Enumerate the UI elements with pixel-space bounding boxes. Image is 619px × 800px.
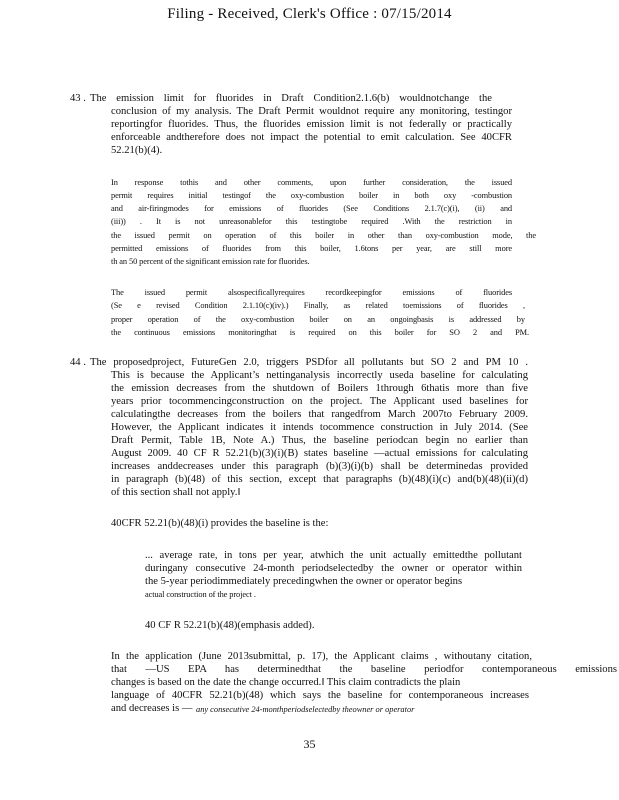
item-44-line-9: increases anddecreases under this paragraph (b)(3)(i)(b) shall be determinedas provided: [111, 461, 528, 472]
item-43-line-1: The emission limit for fluorides in Draft Condition2.1.6(b) wouldnotchange the: [90, 93, 492, 104]
item-44-line-11: of this section shall not apply.‖: [111, 487, 241, 498]
response-1-line-6: permitted emissions of fluorides from this boiler, 1.6tons per year, are still more: [111, 244, 512, 253]
page-number: 35: [303, 737, 316, 751]
item-43-line-4: enforceable andtherefore does not impact the potential to emit calculation. See 40CFR: [111, 132, 512, 143]
item-44-line-7: Draft Permit, Table 1B, Note A.) Thus, the baseline periodcan begin no earlier than: [111, 435, 528, 446]
response-2-line-3: proper operation of the oxy-combustion boiler on an ongoingbasis is addressed by: [111, 315, 525, 324]
response-1-line-2: permit requires initial testingof the oxy-combustion boiler in both oxy -combustion: [111, 191, 512, 200]
final-line-4: language of 40CFR 52.21(b)(48) which says the baseline for contemporaneous increases: [111, 690, 529, 701]
item-44-line-1: The proposedproject, FutureGen 2.0, triggers PSDfor all pollutants but SO 2 and PM 10 .: [90, 357, 528, 368]
response-1-line-1: In response tothis and other comments, upon further consideration, the issued: [111, 178, 512, 187]
item-44-line-8: August 2009. 40 CF R 52.21(b)(3)(i)(B) states baseline —actual emissions for calculating: [111, 448, 528, 459]
item-43-line-3: reportingfor fluorides. Thus, the fluorides emission limit is not federally or practically: [111, 119, 512, 130]
item-44-line-6: However, the Applicant indicates it intends tocommence construction in July 2014. (See: [111, 422, 528, 433]
final-line-3: changes is based on the date the change occurred.‖ This claim contradicts the plain: [111, 677, 461, 688]
final-line-5: and decreases is —: [111, 703, 193, 714]
item-43-line-2: conclusion of my analysis. The Draft Permit wouldnot require any monitoring, testingor: [111, 106, 512, 117]
quote-line-3: the 5-year periodimmediately precedingwhen the owner or operator begins: [145, 576, 463, 587]
item-44-line-4: years prior tocommencingconstruction on the project. The Applicant used baselines for: [111, 396, 528, 407]
item-44-number: 44 .: [70, 357, 86, 368]
item-44-line-10: in paragraph (b)(48) of this section, except that paragraphs (b)(48)(i)(c) and(b)(48)(ii)(d): [111, 474, 528, 485]
response-2-line-4: the continuous emissions monitoringthat is required on this boiler for SO 2 and PM.: [111, 328, 529, 337]
response-1-line-7: th an 50 percent of the significant emission rate for fluorides.: [111, 257, 310, 266]
regulation-citation-intro: 40CFR 52.21(b)(48)(i) provides the baseline is the:: [111, 518, 329, 529]
quote-line-4: actual construction of the project .: [145, 590, 256, 599]
item-44-line-5: calculatingthe decreases from the boilers that rangedfrom March 2007to February 2009.: [111, 409, 528, 420]
response-2-line-1: The issued permit alsospecificallyrequires recordkeepingfor emissions of fluorides: [111, 288, 512, 297]
quote-line-1: ... average rate, in tons per year, atwhich the unit actually emittedthe pollutant: [145, 550, 522, 561]
item-43-number: 43 .: [70, 93, 86, 104]
final-line-5-tail: any consecutive 24-monthperiodselectedby theowner or operator: [196, 705, 415, 714]
final-line-2: that —US EPA has determinedthat the baseline periodfor contemporaneous emissions: [111, 664, 617, 675]
filing-stamp-header: Filing - Received, Clerk's Office : 07/15/2014: [167, 6, 452, 22]
response-1-line-4: (iii)) . It is not unreasonablefor this testingtobe required .With the restriction in: [111, 217, 512, 226]
response-1-line-5: the issued permit on operation of this boiler in other than oxy-combustion mode, the: [111, 231, 536, 240]
response-1-line-3: and air-firingmodes for emissions of fluorides (See Conditions 2.1.7(c)(i), (ii) and: [111, 204, 512, 213]
regulation-citation-close: 40 CF R 52.21(b)(48)(emphasis added).: [145, 620, 315, 631]
response-2-line-2: (Se e revised Condition 2.1.10(c)(iv).) Finally, as related toemissions of fluorides ,: [111, 301, 525, 310]
item-44-line-2: This is because the Applicant’s nettinganalysis incorrectly useda baseline for calculating: [111, 370, 528, 381]
quote-line-2: duringany consecutive 24-month periodselectedby the owner or operator within: [145, 563, 522, 574]
item-44-line-3: the emission decreases from the shutdown of Boilers 1through 6thatis more than five: [111, 383, 528, 394]
final-line-1: In the application (June 2013submittal, p. 17), the Applicant claims , withoutany citation,: [111, 651, 532, 662]
item-43-line-5: 52.21(b)(4).: [111, 145, 163, 156]
